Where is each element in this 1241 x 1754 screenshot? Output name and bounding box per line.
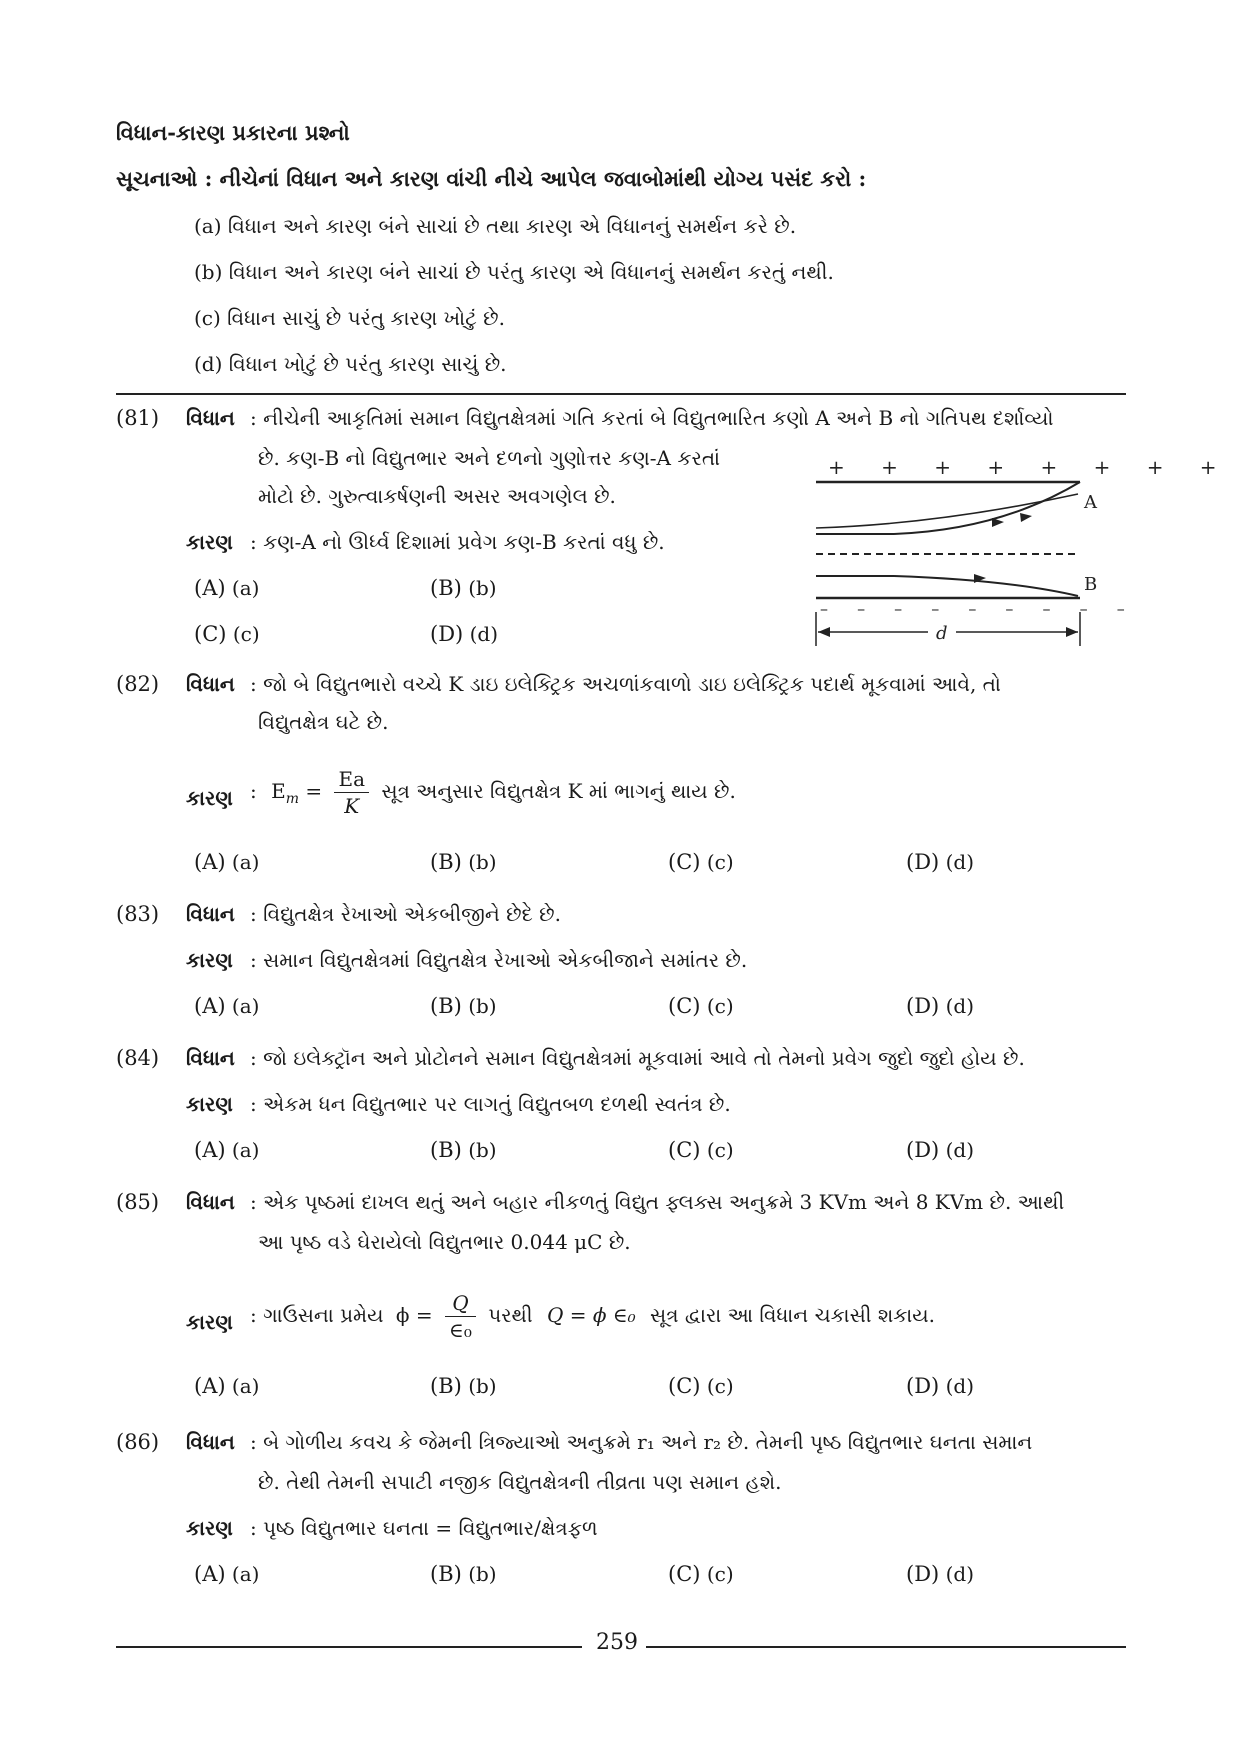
choice-d[interactable]: (D) (d) xyxy=(906,850,975,874)
footer-rule-left xyxy=(116,1646,582,1648)
option-c-description: (c) વિધાન સાચું છે પરંતુ કારણ ખોટું છે. xyxy=(194,306,505,330)
q82-formula-fraction: $\frac{Ea}{K}$ xyxy=(334,766,369,819)
choice-a[interactable]: (A) (a) xyxy=(194,1562,260,1586)
question-number-82: (82) xyxy=(116,672,160,696)
choice-c[interactable]: (C) (c) xyxy=(668,1562,734,1586)
question-number-81: (81) xyxy=(116,406,160,430)
minus-charges: – – – – – – – – – xyxy=(820,599,1137,618)
q85-statement-line1: : એક પૃષ્ઠમાં દાખલ થતું અને બહાર નીકળતું વિદ્યુત ફ્લક્સ અનુક્રમે 3 KVm અને 8 KVm છે. આથી xyxy=(250,1190,1065,1214)
choice-c[interactable]: (C) (c) xyxy=(668,994,734,1018)
choice-c[interactable]: (C) (c) xyxy=(668,1138,734,1162)
choice-d[interactable]: (D) (d) xyxy=(906,1374,975,1398)
choice-c[interactable]: (C) (c) xyxy=(194,622,260,646)
q81-statement-line1: : નીચેની આકૃતિમાં સમાન વિદ્યુતક્ષેત્રમાં ગતિ કરતાં બે વિદ્યુતભારિત કણો A અને B નો ગતિપથ દર્શાવ્યો xyxy=(250,406,1054,430)
choice-b[interactable]: (B) (b) xyxy=(430,1562,497,1586)
statement-label: વિધાન xyxy=(186,902,235,926)
choice-d[interactable]: (D) (d) xyxy=(906,1562,975,1586)
choice-b[interactable]: (B) (b) xyxy=(430,994,497,1018)
instructions: સૂચનાઓ : નીચેનાં વિધાન અને કારણ વાંચી નીચે આપેલ જવાબોમાંથી યોગ્ય પસંદ કરો : xyxy=(116,166,867,191)
statement-label: વિધાન xyxy=(186,672,235,696)
dim-arrow-right xyxy=(1066,627,1078,637)
label-b: B xyxy=(1084,574,1098,595)
divider xyxy=(116,393,1126,395)
q82-statement-line2: વિદ્યુતક્ષેત્ર ઘટે છે. xyxy=(258,710,389,734)
choice-d[interactable]: (D) (d) xyxy=(906,1138,975,1162)
footer-rule-right xyxy=(646,1646,1126,1648)
reason-label: કારણ xyxy=(186,530,233,554)
q82-reason: : $E_m$ = $\frac{Ea}{K}$ સૂત્ર અનુસાર વિદ્યુતક્ષેત્ર K માં ભાગનું થાય છે. xyxy=(250,767,736,818)
statement-label: વિધાન xyxy=(186,1430,235,1454)
reason-label: કારણ xyxy=(186,1310,233,1334)
choice-a[interactable]: (A) (a) xyxy=(194,1138,260,1162)
reason-label: કારણ xyxy=(186,948,233,972)
reason-label: કારણ xyxy=(186,1092,233,1116)
plus-charges: + + + + + + + + xyxy=(828,455,1232,479)
choice-a[interactable]: (A) (a) xyxy=(194,850,260,874)
q85-reason: : ગાઉસના પ્રમેય ϕ = $\frac{Q}{\text{∈₀}}$ પરથી Q = ϕ ∈₀ સૂત્ર દ્વારા આ વિધાન ચકાસી શકાય. xyxy=(250,1291,936,1342)
choice-b[interactable]: (B) (b) xyxy=(430,576,497,600)
question-number-84: (84) xyxy=(116,1046,160,1070)
q86-statement-line2: છે. તેથી તેમની સપાટી નજીક વિદ્યુતક્ષેત્રની તીવ્રતા પણ સમાન હશે. xyxy=(258,1470,782,1494)
q81-field-figure xyxy=(810,450,1232,648)
dim-arrow-left xyxy=(818,627,830,637)
arrow-a2 xyxy=(1020,513,1032,522)
label-d: d xyxy=(936,623,948,644)
choice-b[interactable]: (B) (b) xyxy=(430,1138,497,1162)
option-b-description: (b) વિધાન અને કારણ બંને સાચાં છે પરંતુ કારણ એ વિધાનનું સમર્થન કરતું નથી. xyxy=(194,260,834,284)
section-title: વિધાન-કારણ પ્રકારના પ્રશ્નો xyxy=(116,120,350,145)
choice-a[interactable]: (A) (a) xyxy=(194,1374,260,1398)
choice-d[interactable]: (D) (d) xyxy=(906,994,975,1018)
choice-a[interactable]: (A) (a) xyxy=(194,994,260,1018)
q86-statement-line1: : બે ગોળીય કવચ કે જેમની ત્રિજ્યાઓ અનુક્રમે r₁ અને r₂ છે. તેમની પૃષ્ઠ વિદ્યુતભાર ઘનતા સમાન xyxy=(250,1430,1033,1454)
q85-gauss-fraction: $\frac{Q}{\text{∈₀}}$ xyxy=(445,1290,476,1343)
path-a-curve xyxy=(894,482,1080,534)
q81-statement-line2: છે. કણ-B નો વિદ્યુતભાર અને દળનો ગુણોત્તર કણ-A કરતાં xyxy=(258,446,720,470)
choice-b[interactable]: (B) (b) xyxy=(430,850,497,874)
question-number-86: (86) xyxy=(116,1430,160,1454)
statement-label: વિધાન xyxy=(186,1190,235,1214)
q85-statement-line2: આ પૃષ્ઠ વડે ઘેરાયેલો વિદ્યુતભાર 0.044 μC છે. xyxy=(258,1230,631,1254)
statement-label: વિધાન xyxy=(186,1046,235,1070)
choice-a[interactable]: (A) (a) xyxy=(194,576,260,600)
q83-reason: : સમાન વિદ્યુતક્ષેત્રમાં વિદ્યુતક્ષેત્ર રેખાઓ એકબીજાને સમાંતર છે. xyxy=(250,948,748,972)
q81-statement-line3: મોટો છે. ગુરુત્વાકર્ષણની અસર અવગણેલ છે. xyxy=(258,484,616,508)
choice-c[interactable]: (C) (c) xyxy=(668,1374,734,1398)
q86-reason: : પૃષ્ઠ વિદ્યુતભાર ઘનતા = વિદ્યુતભાર/ક્ષેત્રફળ xyxy=(250,1516,598,1540)
option-a-description: (a) વિધાન અને કારણ બંને સાચાં છે તથા કારણ એ વિધાનનું સમર્થન કરે છે. xyxy=(194,214,797,238)
q83-statement: : વિદ્યુતક્ષેત્ર રેખાઓ એકબીજીને છેદે છે. xyxy=(250,902,561,926)
reason-label: કારણ xyxy=(186,786,233,810)
question-number-85: (85) xyxy=(116,1190,160,1214)
q81-reason: : કણ-A નો ઊર્ધ્વ દિશામાં પ્રવેગ કણ-B કરતાં વધુ છે. xyxy=(250,530,665,554)
path-b-curve xyxy=(894,576,1078,596)
option-d-description: (d) વિધાન ખોટું છે પરંતુ કારણ સાચું છે. xyxy=(194,352,507,376)
q84-statement: : જો ઇલેક્ટ્રૉન અને પ્રોટોનને સમાન વિદ્યુતક્ષેત્રમાં મૂકવામાં આવે તો તેમનો પ્રવેગ જુદો જુદો હોય છે. xyxy=(250,1046,1025,1070)
q82-statement-line1: : જો બે વિદ્યુતભારો વચ્ચે K ડાઇ ઇલેક્ટ્રિક અચળાંકવાળો ડાઇ ઇલેક્ટ્રિક પદાર્થ મૂકવામાં આવે, તો xyxy=(250,672,1001,696)
choice-b[interactable]: (B) (b) xyxy=(430,1374,497,1398)
q82-formula-lhs: $E_m$ xyxy=(271,779,299,807)
statement-label: વિધાન xyxy=(186,406,235,430)
arrow-a1 xyxy=(992,518,1004,527)
page-number: 259 xyxy=(596,1630,638,1655)
reason-label: કારણ xyxy=(186,1516,233,1540)
label-a: A xyxy=(1084,492,1097,513)
q84-reason: : એકમ ધન વિદ્યુતભાર પર લાગતું વિદ્યુતબળ દળથી સ્વતંત્ર છે. xyxy=(250,1092,731,1116)
choice-c[interactable]: (C) (c) xyxy=(668,850,734,874)
path-a-upper xyxy=(816,494,1078,528)
question-number-83: (83) xyxy=(116,902,160,926)
choice-d[interactable]: (D) (d) xyxy=(430,622,499,646)
